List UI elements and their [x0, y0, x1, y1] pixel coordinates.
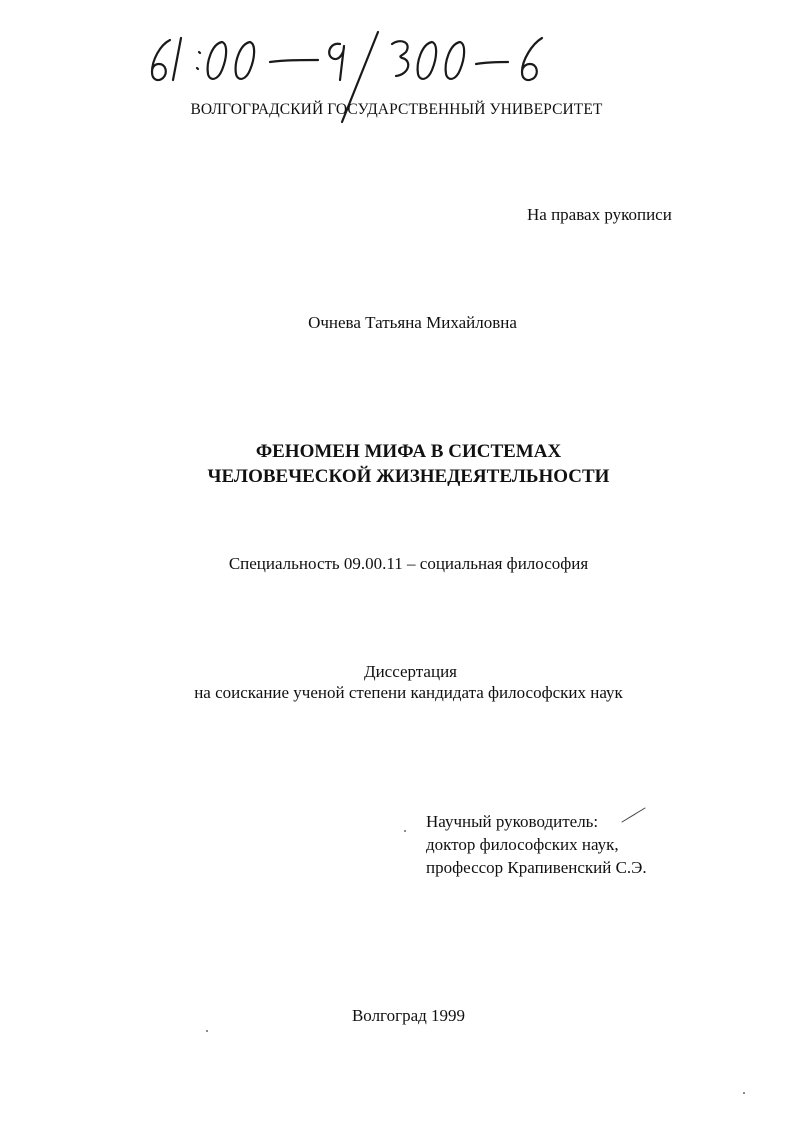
title-line-2: ЧЕЛОВЕЧЕСКОЙ ЖИЗНЕДЕЯТЕЛЬНОСТИ	[207, 466, 610, 487]
scan-speck	[404, 830, 406, 832]
scan-speck	[743, 1092, 745, 1094]
author-name: Очнева Татьяна Михайловна	[308, 313, 517, 332]
specialty-line: Специальность 09.00.11 – социальная философия	[228, 554, 589, 573]
university-name: ВОЛГОГРАДСКИЙ ГОСУДАРСТВЕННЫЙ УНИВЕРСИТЕТ	[190, 101, 603, 118]
title-line-1: ФЕНОМЕН МИФА В СИСТЕМАХ	[255, 441, 562, 462]
rights-note: На правах рукописи	[527, 205, 672, 224]
advisor-name: профессор Крапивенский С.Э.	[426, 858, 647, 877]
work-type: Диссертация	[363, 662, 457, 681]
city-year: Волгоград 1999	[351, 1006, 466, 1025]
advisor-label: Научный руководитель:	[426, 812, 599, 831]
scan-speck	[206, 1030, 208, 1032]
advisor-degree: доктор философских наук,	[426, 835, 619, 854]
degree-line: на соискание ученой степени кандидата философских наук	[194, 683, 623, 702]
